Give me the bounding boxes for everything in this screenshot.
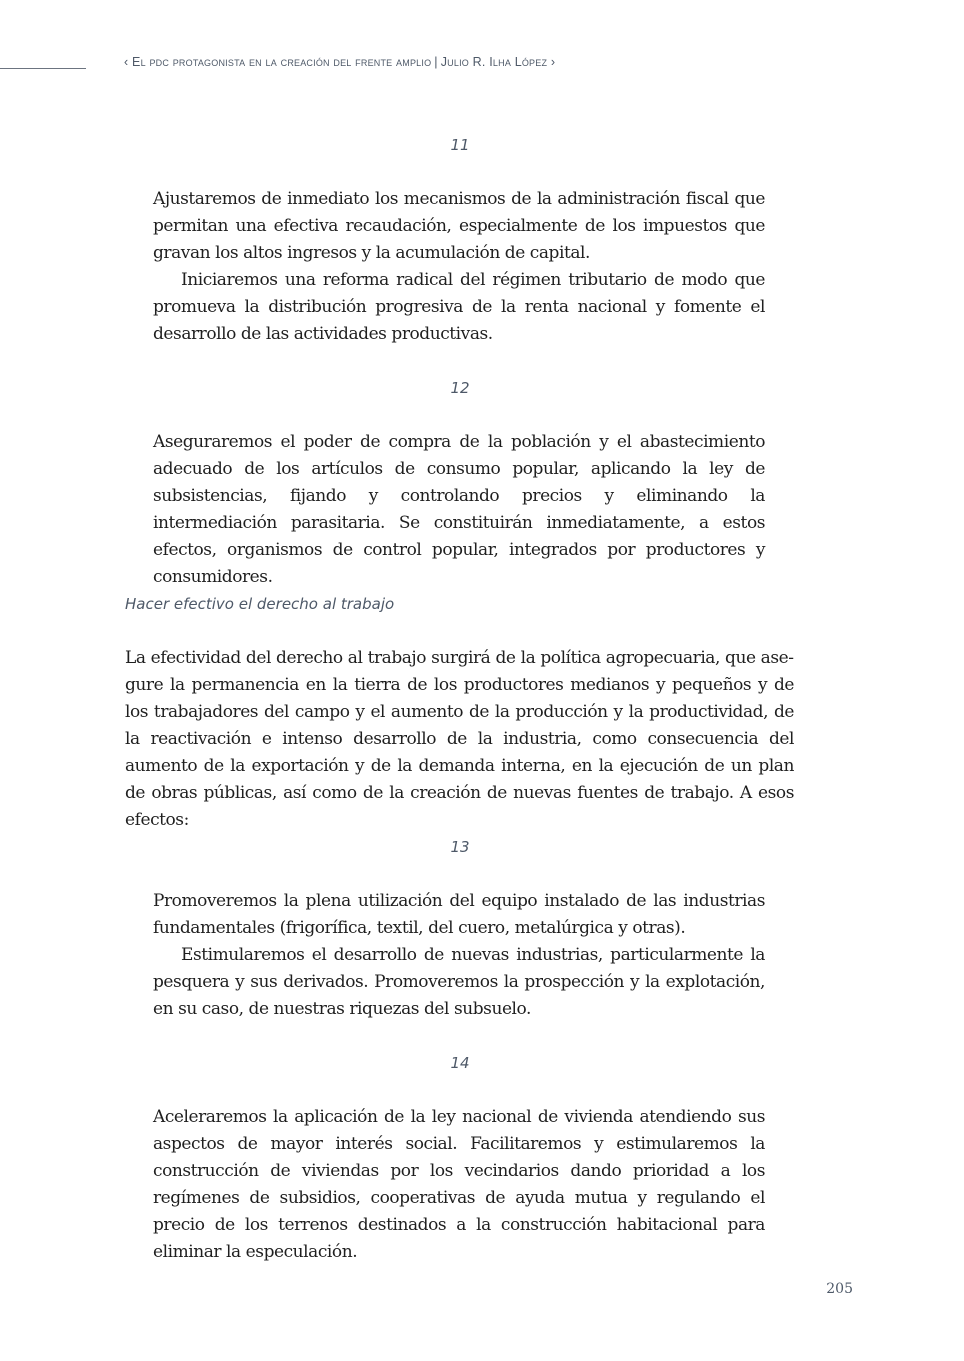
- header-rule: [0, 68, 86, 69]
- intro-text: [125, 645, 794, 834]
- section-14-paragraph-1: Aceleraremos la aplicación de la ley nacional de vivienda atendiendo sus aspectos de mayor interés social. Facilitaremos y estimularemos la construcción de viviendas por los vecindarios dando prioridad a los regímenes de subsidios, cooperativas de ayuda mutua y regulando el precio de los terrenos destinados a la construcción habitacional para eliminar la especulación.: [153, 1107, 765, 1262]
- section-12-text: [153, 429, 765, 591]
- section-11-paragraph-1: Ajustaremos de inmediato los mecanismos de la administración fiscal que permitan una efectiva recaudación, especialmente de los impuestos que gravan los altos ingresos y la acumulación de capital.: [153, 189, 765, 263]
- intro-paragraph: La efectividad del derecho al trabajo surgirá de la política agropecuaria, que asegure la permanencia en la tierra de los productores medianos y pequeños y de los trabajadores del campo y el aumento de la producción y la productividad, de la reactivación e intenso desarrollo de la industria, como consecuencia del aumento de la exportación y de la demanda interna, en la ejecución de un plan de obras públicas, así como de la creación de nuevas fuentes de trabajo. A esos efectos:: [125, 648, 794, 830]
- running-header-separator: |: [434, 55, 438, 69]
- subheading: Hacer efectivo el derecho al trabajo: [125, 595, 395, 613]
- section-14-text: [153, 1104, 765, 1266]
- section-13-paragraph-2: Estimularemos el desarrollo de nuevas industrias, particularmente la pesquera y sus derivados. Promoveremos la prospección y la explotación, en su caso, de nuestras riquezas del subsuelo.: [153, 945, 765, 1019]
- page-number: 205: [826, 1281, 853, 1297]
- section-12-paragraph-1: Aseguraremos el poder de compra de la población y el abastecimiento adecuado de los artículos de consumo popular, aplicando la ley de subsistencias, fijando y controlando precios y eliminando la intermediación parasitaria. Se constituirán inmediatamente, a estos efectos, organismos de control popular, integrados por productores y consumidores.: [153, 432, 765, 587]
- section-11-text: [153, 186, 765, 348]
- section-number-11: 11: [450, 136, 470, 154]
- section-13-text: [153, 888, 765, 1023]
- section-number-12: 12: [450, 379, 470, 397]
- running-header-title: ‹ El pdc protagonista en la creación del frente amplio: [124, 55, 432, 69]
- section-number-14: 14: [450, 1054, 470, 1072]
- section-11-paragraph-2: Iniciaremos una reforma radical del régimen tributario de modo que promueva la distribución progresiva de la renta nacional y fomente el desarrollo de las actividades productivas.: [153, 270, 765, 344]
- section-13-paragraph-1: Promoveremos la plena utilización del equipo instalado de las industrias fundamentales (frigorífica, textil, del cuero, metalúrgica y otras).: [153, 891, 765, 938]
- section-number-13: 13: [450, 838, 470, 856]
- running-header: [124, 55, 555, 69]
- running-header-author: Julio R. Ilha López ›: [440, 55, 556, 69]
